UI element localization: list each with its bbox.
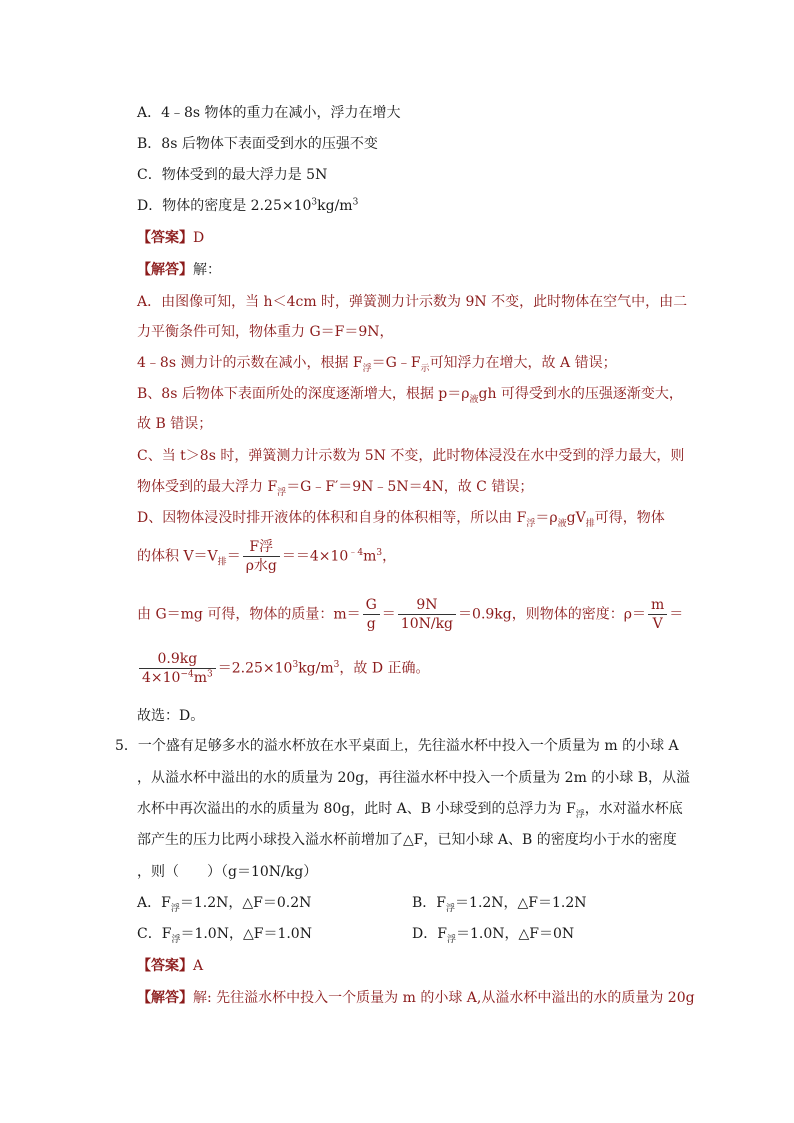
q4-solution-d3: 由 G＝mg 可得，物体的质量：m＝ $\frac{G}{g}$ ＝ $\frac{9N}{10N/kg}$ ＝0.9kg，则物体的密度：ρ＝ $\frac{m}{V}$ ＝ <box>137 597 684 632</box>
q4-solution-b1: B、8s 后物体下表面所处的深度逐渐增大，根据 $p=\rho_液gh$ 可得受到水的压强逐渐变大， <box>137 386 683 405</box>
q5-stem-line2: ，从溢水杯中溢出的水的质量为 20g，再往溢水杯中投入一个质量为 2m 的小球 B，从溢 <box>137 770 691 786</box>
q4-solution-d1: D、因物体浸没时排开液体的体积和自身的体积相等，所以由 $F_浮=\rho_液gV_排$可得，物体 <box>137 510 665 529</box>
q4-option-c: C．物体受到的最大浮力是 5N <box>137 167 328 183</box>
mass-fraction-numeric: $\frac{9N}{10N/kg}$ <box>398 596 456 633</box>
density-fraction-symbolic: $\frac{m}{V}$ <box>648 596 667 633</box>
volume-fraction: $\frac{\text{F浮}}{\text{ρ水g}}$ <box>243 538 280 575</box>
q4-option-d: D．物体的密度是 $2.25\times 10^3kg/m^3$ <box>137 197 359 214</box>
q5-option-c: C．$F_浮=1.0N$，△F＝1.0N <box>137 926 312 945</box>
q4-solution-d2: 的体积 $V=V_排=$ $\frac{\text{F浮}}{\text{ρ水g}}$ $==4\times 10^{﹣4}m^3$， <box>137 539 397 574</box>
density-fraction-numeric: $\frac{0.9kg}{4\times 10^{-4}m^3}$ <box>139 650 216 687</box>
q5-solution: 【解答】解: 先往溢水杯中投入一个质量为 m 的小球 A,从溢水杯中溢出的水的质量为 20g <box>137 990 695 1006</box>
q5-stem-line3: 水杯中再次溢出的水的质量为 80g，此时 A、B 小球受到的总浮力为 $F_浮$，水对溢水杯底 <box>137 801 683 820</box>
q5-stem-line5: ，则（ ）（g＝10N/kg） <box>137 864 318 880</box>
q4-option-b: B．8s 后物体下表面受到水的压强不变 <box>137 136 378 152</box>
q5-stem-line1: 5．一个盛有足够多水的溢水杯放在水平桌面上，先往溢水杯中投入一个质量为 m 的小球 A <box>115 738 679 754</box>
q4-option-a: A．4﹣8s 物体的重力在减小，浮力在增大 <box>137 105 401 121</box>
q4-solution-d4: $\frac{0.9kg}{4\times 10^{-4}m^3}$ $=2.25\times 10^3kg/m^3$，故 D 正确。 <box>137 650 430 687</box>
q4-solution-label: 【解答】解： <box>137 262 221 278</box>
q5-stem-line4: 部产生的压力比两小球投入溢水杯前增加了△F，已知小球 A、B 的密度均小于水的密度 <box>137 832 677 848</box>
q4-solution-b2: 故 B 错误； <box>137 416 213 432</box>
q4-choose: 故选：D。 <box>137 708 205 724</box>
q5-answer: 【答案】A <box>137 958 204 974</box>
q5-option-d: D．$F_浮=1.0N$，△F＝0N <box>412 926 575 945</box>
q4-solution-a2: 力平衡条件可知，物体重力 G＝F＝9N， <box>137 324 394 340</box>
mass-fraction-symbolic: $\frac{G}{g}$ <box>363 596 380 633</box>
q4-solution-a1: A．由图像可知，当 h＜4cm 时，弹簧测力计示数为 9N 不变，此时物体在空气中，由二 <box>137 294 688 310</box>
q4-solution-c1: C、当 t＞8s 时，弹簧测力计示数为 5N 不变，此时物体浸没在水中受到的浮力最大，则 <box>137 448 685 464</box>
q4-answer: 【答案】D <box>137 230 205 246</box>
q4-solution-a3: 4﹣8s 测力计的示数在减小，根据 $F_浮=G﹣F_示$可知浮力在增大，故 A 错误； <box>137 355 617 374</box>
q5-option-a: A．$F_浮=1.2N$，△F＝0.2N <box>137 895 312 914</box>
q4-solution-c2: 物体受到的最大浮力 $F_浮=G﹣F'=9N﹣5N=4N$，故 C 错误； <box>137 479 534 498</box>
q5-option-b: B．$F_浮=1.2N$，△F＝1.2N <box>412 895 587 914</box>
